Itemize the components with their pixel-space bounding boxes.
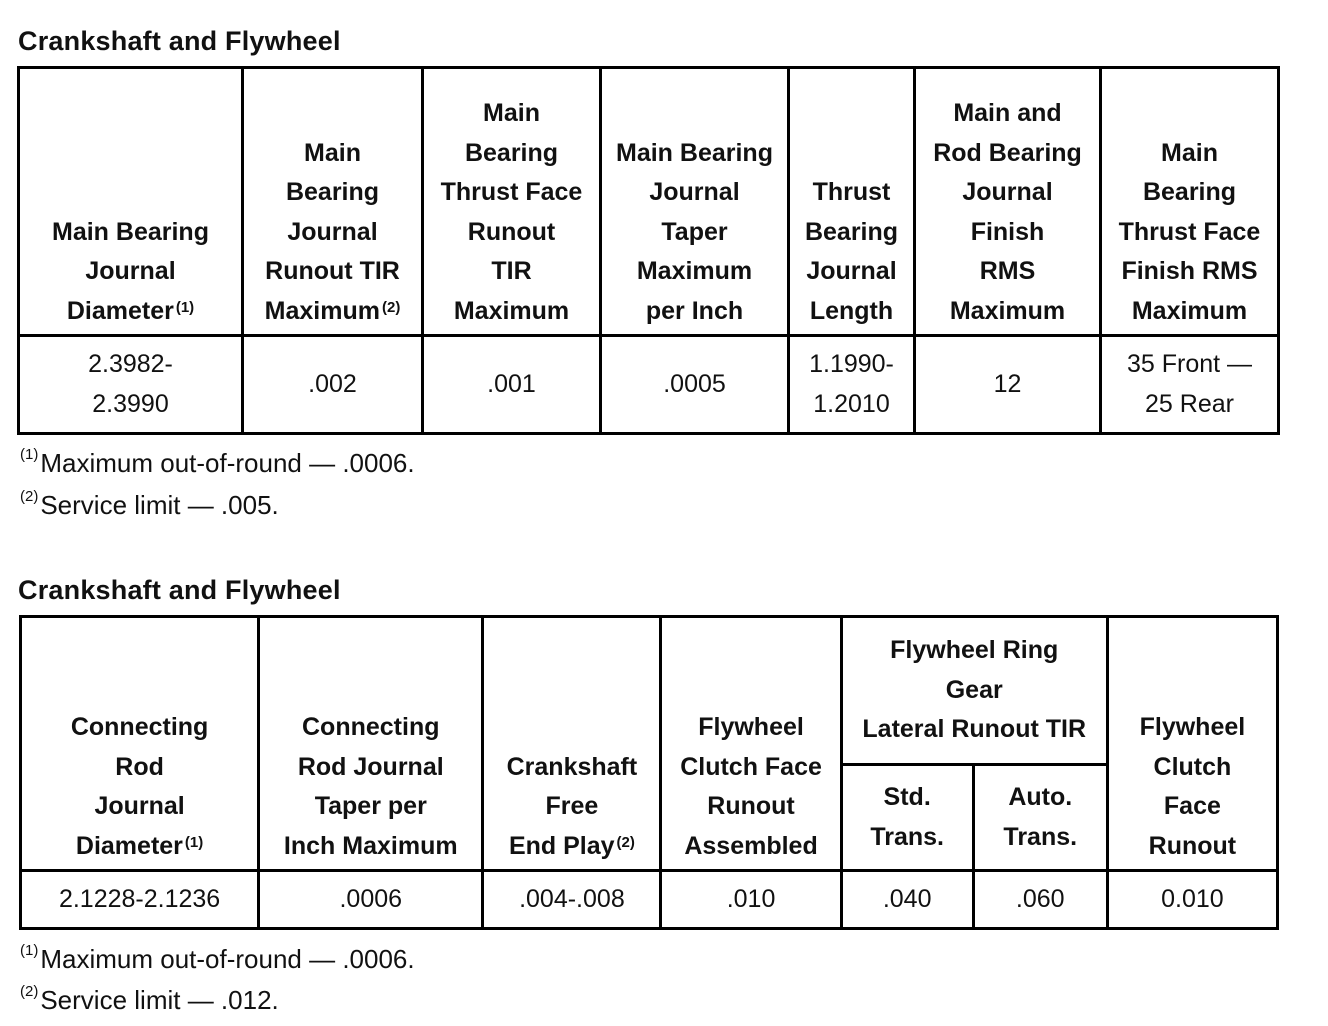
table1-value-thrust-length: 1.1990- 1.2010 bbox=[789, 336, 915, 434]
table1-header-journal-taper: Main Bearing Journal Taper Maximum per Inch bbox=[601, 68, 789, 336]
table1-value-main-bearing-diameter: 2.3982- 2.3990 bbox=[19, 336, 243, 434]
table1-value-thrust-face-finish: 35 Front — 25 Rear bbox=[1101, 336, 1279, 434]
table2-header-clutch-runout: Flywheel Clutch Face Runout bbox=[1107, 617, 1277, 871]
table1-header-thrust-bearing-length: Thrust Bearing Journal Length bbox=[789, 68, 915, 336]
table1-header-thrust-face-runout: Main Bearing Thrust Face Runout TIR Maximum bbox=[423, 68, 601, 336]
footnote-ref: (2) bbox=[381, 298, 401, 316]
table1-value-runout: .002 bbox=[243, 336, 423, 434]
table1-header-main-bearing-diameter: Main Bearing Journal Diameter $^{(1)}$ bbox=[19, 68, 243, 336]
table2-header-end-play: Crankshaft Free End Play $^{(2)}$ bbox=[483, 617, 661, 871]
table2-value-clutch-runout: 0.010 bbox=[1107, 871, 1277, 929]
table2-header-rod-diameter: Connecting Rod Journal Diameter $^{(1)}$ bbox=[21, 617, 259, 871]
table-row bbox=[19, 336, 1279, 434]
table1-value-journal-taper: .0005 bbox=[601, 336, 789, 434]
table2-value-clutch-assembled: .010 bbox=[661, 871, 841, 929]
footnote-ref: (2) bbox=[616, 833, 635, 851]
table2-title: Crankshaft and Flywheel bbox=[18, 575, 341, 605]
table2-value-rod-diameter: 2.1228-2.1236 bbox=[21, 871, 259, 929]
table2-header-rod-taper: Connecting Rod Journal Taper per Inch Maximum bbox=[259, 617, 483, 871]
table2 bbox=[19, 615, 1279, 930]
table1-value-journal-finish: 12 bbox=[915, 336, 1101, 434]
table-row bbox=[21, 871, 1278, 929]
footnote-ref: (1) bbox=[184, 833, 204, 851]
table1-header-main-bearing-runout: Main Bearing Journal Runout TIR Maximum $^{(2)}$ bbox=[243, 68, 423, 336]
table2-header-row bbox=[21, 617, 1278, 765]
table1-footnote-1: $^{(1)}$Maximum out-of-round — .0006. bbox=[20, 446, 415, 478]
table2-value-end-play: .004-.008 bbox=[483, 871, 661, 929]
table2-header-auto-trans: Auto. Trans. bbox=[973, 765, 1107, 871]
table1-title: Crankshaft and Flywheel bbox=[18, 26, 341, 56]
table2-value-std-trans: .040 bbox=[841, 871, 973, 929]
table2-header-ring-gear-group: Flywheel Ring Gear Lateral Runout TIR bbox=[841, 617, 1107, 765]
table1 bbox=[17, 66, 1280, 435]
table2-header-std-trans: Std. Trans. bbox=[841, 765, 973, 871]
table1-header-thrust-face-finish: Main Bearing Thrust Face Finish RMS Maximum bbox=[1101, 68, 1279, 336]
table1-header-journal-finish: Main and Rod Bearing Journal Finish RMS Maximum bbox=[915, 68, 1101, 336]
table1-header-row bbox=[19, 68, 1279, 336]
table2-value-rod-taper: .0006 bbox=[259, 871, 483, 929]
table1-value-thrust-face-runout: .001 bbox=[423, 336, 601, 434]
table2-value-auto-trans: .060 bbox=[973, 871, 1107, 929]
table2-header-clutch-assembled: Flywheel Clutch Face Runout Assembled bbox=[661, 617, 841, 871]
table1-footnote-2: $^{(2)}$Service limit — .005. bbox=[20, 488, 279, 520]
table2-footnote-1: $^{(1)}$Maximum out-of-round — .0006. bbox=[20, 942, 415, 974]
footnote-ref: (1) bbox=[175, 298, 195, 316]
table2-footnote-2: $^{(2)}$Service limit — .012. bbox=[20, 983, 279, 1015]
